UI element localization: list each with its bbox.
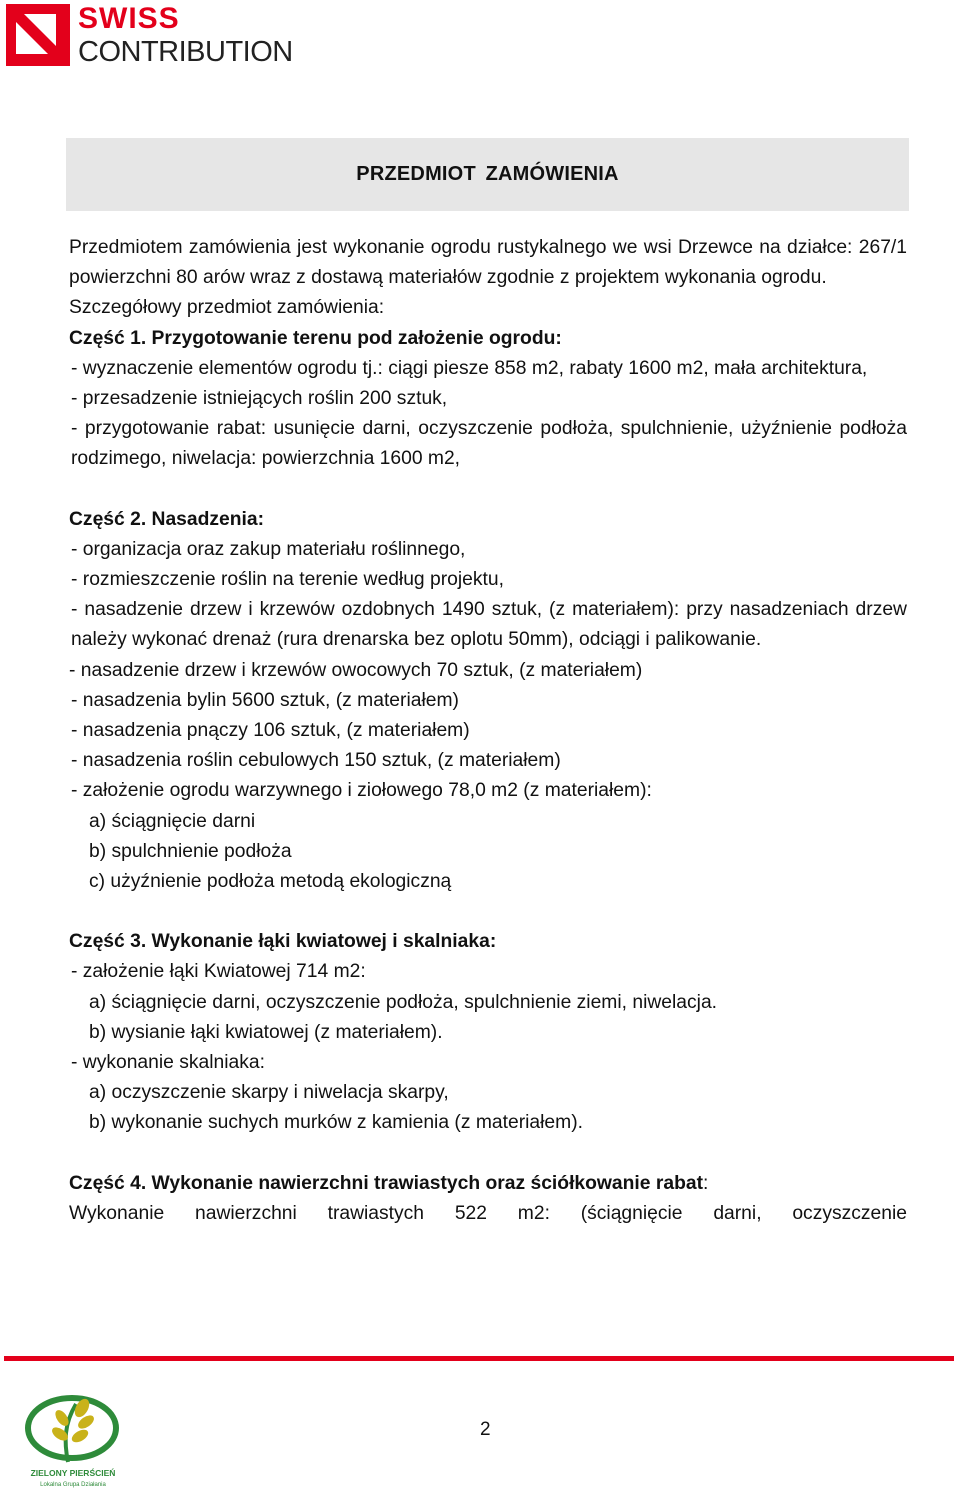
part2-heading: Część 2. Nasadzenia: — [69, 508, 265, 530]
footer-divider — [4, 1356, 954, 1361]
page-title: PRZEDMIOT ZAMÓWIENIA — [356, 163, 619, 185]
part1-item: - przygotowanie rabat: usunięcie darni, oczyszczenie podłoża, spulchnienie, użyźnienie podłoża rodzimego, niwelacja: powierzchnia 1600 m2, — [71, 418, 907, 470]
part2-item: - nasadzenie drzew i krzewów owocowych 70 sztuk, (z materiałem) — [69, 659, 643, 681]
part2-item: - nasadzenie drzew i krzewów ozdobnych 1490 sztuk, (z materiałem): przy nasadzeniach drzew należy wykonać drenaż (rura drenarska bez oplotu 50mm), odciągi i palikowanie. — [71, 599, 907, 651]
part4-text: Wykonanie nawierzchni trawiastych 522 m2: (ściągnięcie darni, oczyszczenie — [69, 1202, 907, 1224]
part3-subitem: a) oczyszczenie skarpy i niwelacja skarpy, — [89, 1082, 449, 1104]
intro-subheading: Szczegółowy przedmiot zamówienia: — [69, 297, 385, 319]
part4-heading-bold: Część 4. Wykonanie nawierzchni trawiastych oraz ściółkowanie rabat — [69, 1172, 704, 1194]
part3-subitem: a) ściągnięcie darni, oczyszczenie podłoża, spulchnienie ziemi, niwelacja. — [89, 991, 718, 1013]
part1-heading: Część 1. Przygotowanie terenu pod założenie ogrodu: — [69, 327, 562, 349]
leaf-logo-icon — [18, 1390, 128, 1490]
part2-item: - nasadzenia bylin 5600 sztuk, (z materiałem) — [71, 689, 459, 711]
footer-logo-text: ZIELONY PIERŚCIEŃ — [30, 1468, 116, 1478]
spacer — [69, 475, 907, 505]
part2-subitem: c) użyźnienie podłoża metodą ekologiczną — [89, 871, 452, 893]
part3-item: - założenie łąki Kwiatowej 714 m2: — [71, 961, 366, 983]
zielony-pierscien-logo — [18, 1390, 128, 1495]
part2-item: - organizacja oraz zakup materiału roślinnego, — [71, 538, 466, 560]
logo-swiss-text: SWISS — [78, 2, 180, 35]
part2-subitem: b) spulchnienie podłoża — [89, 840, 292, 862]
part4-heading — [69, 1169, 907, 1199]
spacer — [69, 1139, 907, 1169]
part3-subitem: b) wysianie łąki kwiatowej (z materiałem). — [89, 1021, 443, 1043]
part4-heading-tail: : — [703, 1172, 709, 1194]
document-body — [69, 233, 907, 1229]
logo-contribution-text: CONTRIBUTION — [78, 36, 293, 68]
swiss-logo-mark-icon — [6, 4, 70, 66]
part2-item: - nasadzenia roślin cebulowych 150 sztuk, (z materiałem) — [71, 750, 561, 772]
part3-item: - wykonanie skalniaka: — [71, 1052, 265, 1074]
page-number: 2 — [480, 1419, 491, 1440]
part2-item: - nasadzenia pnączy 106 sztuk, (z materiałem) — [71, 720, 470, 742]
part3-heading: Część 3. Wykonanie łąki kwiatowej i skalniaka: — [69, 931, 497, 953]
part1-item: - przesadzenie istniejących roślin 200 sztuk, — [71, 388, 448, 410]
footer-logo-subtext: Lokalna Grupa Działania — [40, 1482, 106, 1488]
part2-item: - założenie ogrodu warzywnego i ziołowego 78,0 m2 (z materiałem): — [71, 780, 652, 802]
part2-item: - rozmieszczenie roślin na terenie według projektu, — [71, 569, 504, 591]
spacer — [69, 897, 907, 927]
part1-item: - wyznaczenie elementów ogrodu tj.: ciągi piesze 858 m2, rabaty 1600 m2, mała architektura, — [71, 357, 868, 379]
part2-subitem: a) ściągnięcie darni — [89, 810, 256, 832]
title-box — [66, 138, 909, 211]
intro-paragraph: Przedmiotem zamówienia jest wykonanie ogrodu rustykalnego we wsi Drzewce na działce: 267/1 powierzchni 80 arów wraz z dostawą materiałów zgodnie z projektem wykonania ogrodu. — [69, 237, 907, 289]
part3-subitem: b) wykonanie suchych murków z kamienia (z materiałem). — [89, 1112, 583, 1134]
